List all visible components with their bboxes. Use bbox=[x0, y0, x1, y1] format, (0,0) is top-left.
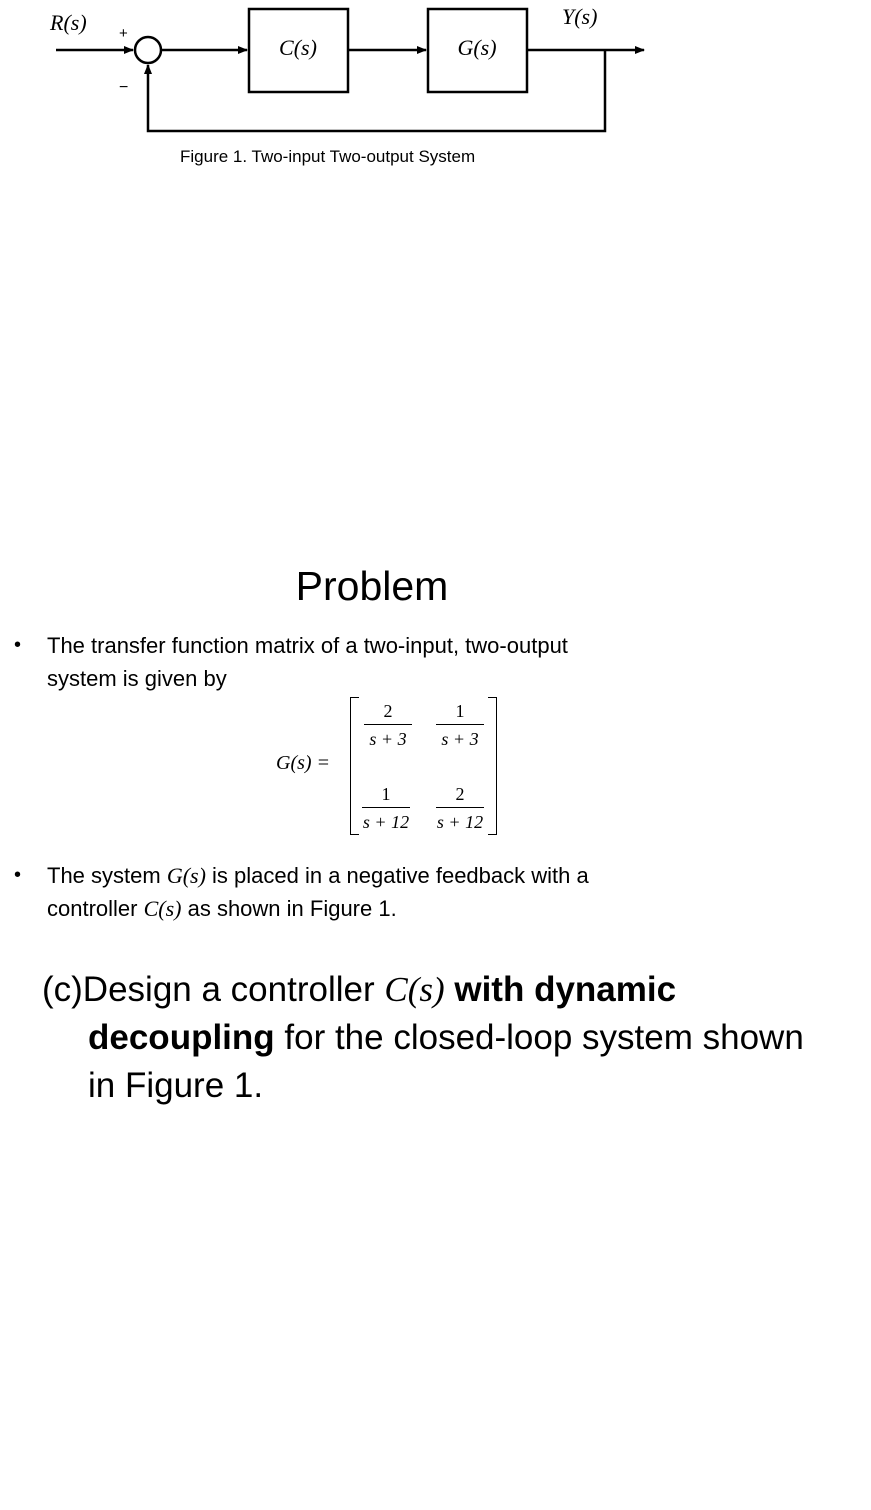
problem-heading: Problem bbox=[295, 563, 449, 609]
matrix-cell-22-denominator: s + 12 bbox=[436, 812, 484, 832]
matrix-cell-12-numerator: 1 bbox=[455, 701, 465, 721]
bullet2-line1 bbox=[47, 859, 747, 892]
bullet2-text: is placed in a negative feedback with a bbox=[205, 863, 589, 888]
matrix-cell-11 bbox=[358, 700, 418, 750]
bullet1-line1: The transfer function matrix of a two-input, two-output bbox=[47, 633, 568, 658]
bullet-marker: • bbox=[14, 864, 22, 886]
plus-sign: + bbox=[119, 25, 128, 42]
controller-block-label: C(s) bbox=[279, 35, 317, 61]
matrix-cell-12-denominator: s + 3 bbox=[441, 729, 479, 749]
bullet-marker: • bbox=[14, 634, 22, 656]
fraction-bar bbox=[364, 724, 412, 725]
input-label: R(s) bbox=[50, 10, 87, 35]
part-c-c-symbol: C(s) bbox=[384, 970, 445, 1009]
bullet2-text: controller bbox=[47, 896, 144, 921]
bullet2-g-symbol: G(s) bbox=[166, 863, 206, 888]
matrix-cell-11-denominator: s + 3 bbox=[369, 729, 407, 749]
bullet1-line2: system is given by bbox=[47, 666, 227, 691]
fraction-bar bbox=[436, 807, 484, 808]
fraction-bar bbox=[436, 724, 484, 725]
plant-block-label: G(s) bbox=[457, 35, 497, 61]
bullet2-text: The system bbox=[47, 863, 167, 888]
part-c-text: (c)Design a controller bbox=[42, 970, 385, 1009]
bullet2-line2 bbox=[47, 892, 747, 925]
part-c-line2 bbox=[42, 1014, 842, 1062]
fraction-bar bbox=[362, 807, 410, 808]
matrix-cell-22 bbox=[430, 783, 490, 833]
part-c-text: for the closed-loop system shown bbox=[274, 1018, 804, 1057]
part-c-bold-text: decoupling bbox=[88, 1018, 275, 1057]
feedback-path bbox=[148, 50, 605, 131]
bullet-feedback bbox=[47, 859, 747, 925]
matrix-lhs: G(s) = bbox=[276, 752, 331, 774]
summing-junction bbox=[135, 37, 161, 63]
matrix-cell-21-denominator: s + 12 bbox=[362, 812, 410, 832]
part-c-line3: in Figure 1. bbox=[88, 1066, 264, 1105]
feedback-block-diagram bbox=[0, 0, 871, 200]
figure-caption: Figure 1. Two-input Two-output System bbox=[180, 147, 476, 166]
matrix-cell-22-numerator: 2 bbox=[455, 784, 465, 804]
bullet2-c-symbol: C(s) bbox=[143, 896, 182, 921]
matrix-cell-11-numerator: 2 bbox=[383, 701, 393, 721]
part-c-bold-text: with dynamic bbox=[454, 970, 677, 1009]
output-label: Y(s) bbox=[562, 4, 598, 29]
minus-sign: − bbox=[119, 79, 129, 96]
matrix-cell-12 bbox=[430, 700, 490, 750]
matrix-cell-21-numerator: 1 bbox=[381, 784, 391, 804]
part-c-question bbox=[42, 966, 842, 1110]
bullet-transfer-function bbox=[47, 629, 747, 695]
bullet2-text: as shown in Figure 1. bbox=[181, 896, 397, 921]
part-c-line1 bbox=[42, 966, 842, 1014]
matrix-cell-21 bbox=[356, 783, 416, 833]
